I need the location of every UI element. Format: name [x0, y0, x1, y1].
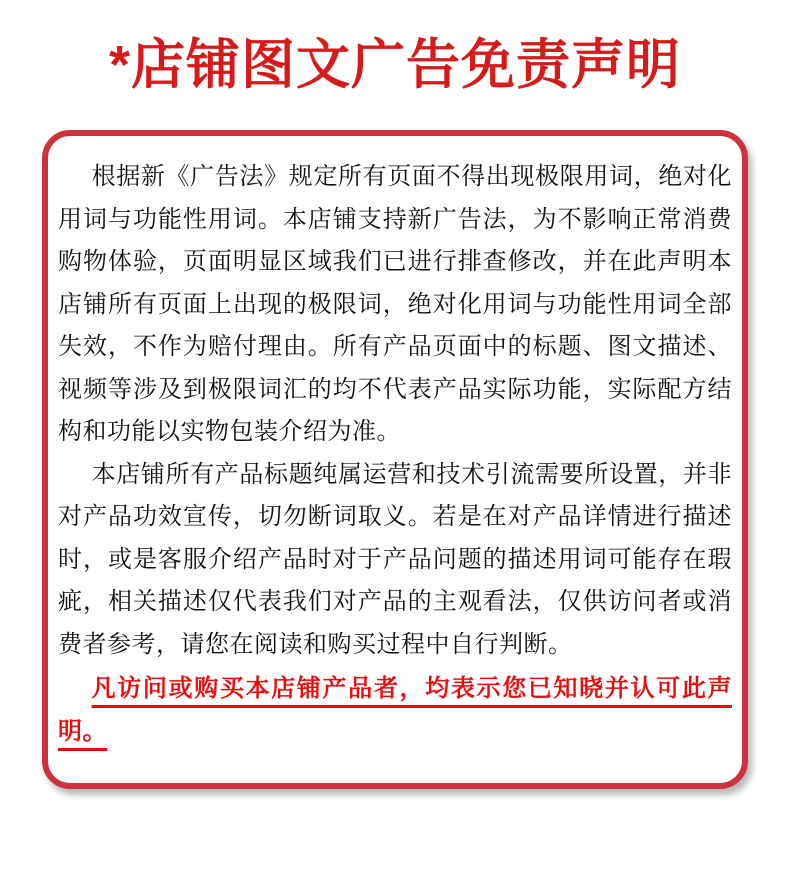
page-title: *店铺图文广告免责声明 [108, 35, 681, 95]
disclaimer-paragraph-2: 本店铺所有产品标题纯属运营和技术引流需要所设置，并非对产品功效宣传，切勿断词取义。若是在对产品详情进行描述时，或是客服介绍产品时对于产品问题的描述用词可能存在瑕疵，相关描述仅代表我们对产品的主观看法，仅供访问者或消费者参考，请您在阅读和购买过程中自行判断。 [58, 460, 732, 658]
acknowledgement-statement: 凡访问或购买本店铺产品者，均表示您已知晓并认可此声明。 [58, 675, 732, 745]
disclaimer-box [42, 130, 748, 789]
disclaimer-paragraph-1: 根据新《广告法》规定所有页面不得出现极限用词，绝对化用词与功能性用词。本店铺支持新广告法，为不影响正常消费购物体验，页面明显区域我们已进行排查修改，并在此声明本店铺所有页面上出现的极限词，绝对化用词与功能性用词全部失效，不作为赔付理由。所有产品页面中的标题、图文描述、视频等涉及到极限词汇的均不代表产品实际功能，实际配方结构和功能以实物包装介绍为准。 [58, 163, 732, 446]
